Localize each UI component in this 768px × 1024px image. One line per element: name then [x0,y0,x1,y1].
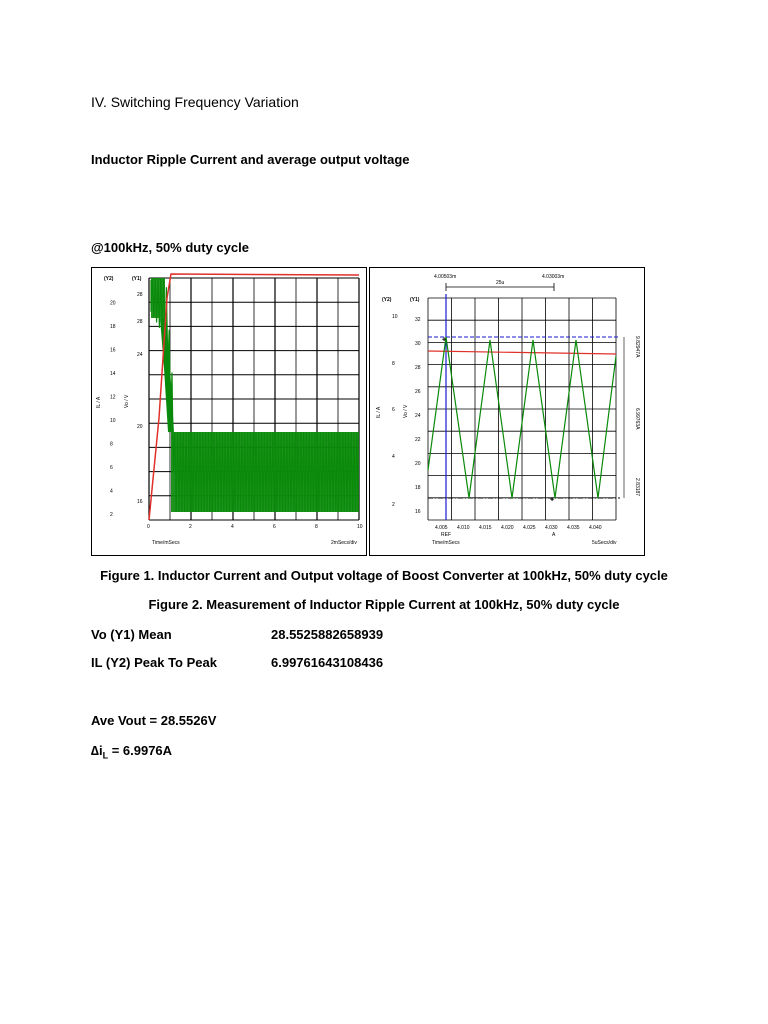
x-tick-label: 6 [273,524,276,530]
a-marker: ✚ [550,497,555,503]
y1-tick-label: 26 [415,389,421,395]
measurement-value: 6.99761643108436 [271,655,384,670]
y1-tick-label: 24 [137,352,143,358]
y1-tick-label: 20 [137,424,143,430]
right-bot-value: 2.83187 [634,478,640,497]
y2-tick-label: 6 [110,465,113,471]
y1-tick-label: 32 [415,317,421,323]
ref-marker: ✚ [442,337,447,343]
y1-tick-label: 28 [137,319,143,325]
figure-1-plot [91,267,367,556]
x-tick-label: 10 [357,524,363,530]
delta-il-value: = 6.9976A [108,743,173,758]
y2-tick-label: 2 [110,512,113,518]
y2-tick-label: 14 [110,371,116,377]
x-tick-label: 8 [315,524,318,530]
x-tick-label: 4.005 [435,525,448,531]
figure-1-caption: Figure 1. Inductor Current and Output voltage of Boost Converter at 100kHz, 50% duty cycle [100,568,668,583]
y2-axis-label: IL / A [376,406,382,418]
y1-tag: (Y1) [410,297,420,303]
x-scale-label: 5uSecs/div [592,540,617,546]
y2-tick-label: 8 [110,441,113,448]
il-envelope [171,432,359,512]
x-tick-label: 4.020 [501,525,514,531]
right-top-value: 9.82947A [634,336,640,358]
y2-tick-label: 20 [110,300,116,307]
delta-il [91,743,172,761]
ref-label: REF [441,532,451,538]
x-axis-label: Time/mSecs [432,540,460,546]
y2-tag: (Y2) [104,276,114,282]
y2-tick-label: 10 [110,418,116,424]
y1-axis-label: Vo / V [403,404,409,418]
y1-tick-label: 16 [137,499,143,505]
y2-tick-label: 16 [110,347,116,354]
figure-1-svg [92,268,366,555]
x-tick-label: 4.025 [523,525,536,531]
y1-tick-label: 30 [415,341,421,347]
y2-tick-label: 2 [392,502,395,508]
x-tick-label: 0 [147,524,150,530]
a-label: A [552,532,556,538]
delta-il-sub: L [102,750,109,761]
y2-axis-label: IL / A [96,396,102,408]
x-scale-label: 2mSecs/div [331,540,357,546]
x-tick-label: 4.030 [545,525,558,531]
x-tick-label: 4.040 [589,525,602,531]
x-tick-label: 2 [189,524,192,530]
y2-tick-label: 6 [392,407,395,413]
y2-tick-label: 8 [392,361,395,367]
y1-axis-label: Vo / V [124,394,130,408]
right-mid-value: 6.99763A [634,408,640,430]
y2-tick-label: 10 [392,314,398,320]
average-vout: Ave Vout = 28.5526V [91,713,217,728]
y2-tick-label: 4 [110,488,113,495]
condition-heading: @100kHz, 50% duty cycle [91,240,249,255]
cursor-delta-label: 25u [496,280,505,286]
y2-tick-label: 4 [392,454,395,460]
x-axis-label: Time/mSecs [152,540,180,546]
delta-il-prefix: ∆i [91,743,103,758]
x-tick-label: 4.035 [567,525,580,531]
measurement-label: Vo (Y1) Mean [91,627,172,642]
subtitle: Inductor Ripple Current and average output voltage [91,152,410,167]
y1-tick-label: 28 [137,292,143,298]
cursor-b-label: 4.03003m [542,274,565,280]
il-startup-envelope [151,278,165,318]
figure-2-plot [369,267,645,556]
y1-tick-label: 16 [415,509,421,515]
y1-tick-label: 28 [415,365,421,371]
section-title: IV. Switching Frequency Variation [91,94,299,110]
figure-2-caption: Figure 2. Measurement of Inductor Ripple Current at 100kHz, 50% duty cycle [148,597,620,612]
x-tick-label: 4.015 [479,525,492,531]
y1-tick-label: 18 [415,485,421,491]
y2-tag: (Y2) [382,297,392,303]
cursor-a-label: 4.00503m [434,274,457,280]
measurement-label: IL (Y2) Peak To Peak [91,655,217,670]
measurement-value: 28.5525882658939 [271,627,384,642]
y1-tick-label: 20 [415,461,421,467]
y1-tick-label: 24 [415,413,421,419]
y1-tag: (Y1) [132,276,142,282]
y1-tick-label: 22 [415,437,421,443]
y2-tick-label: 18 [110,324,116,330]
y2-tick-label: 12 [110,394,116,401]
x-tick-label: 4 [231,524,234,530]
figure-2-svg [370,268,644,555]
x-tick-label: 4.010 [457,525,470,531]
